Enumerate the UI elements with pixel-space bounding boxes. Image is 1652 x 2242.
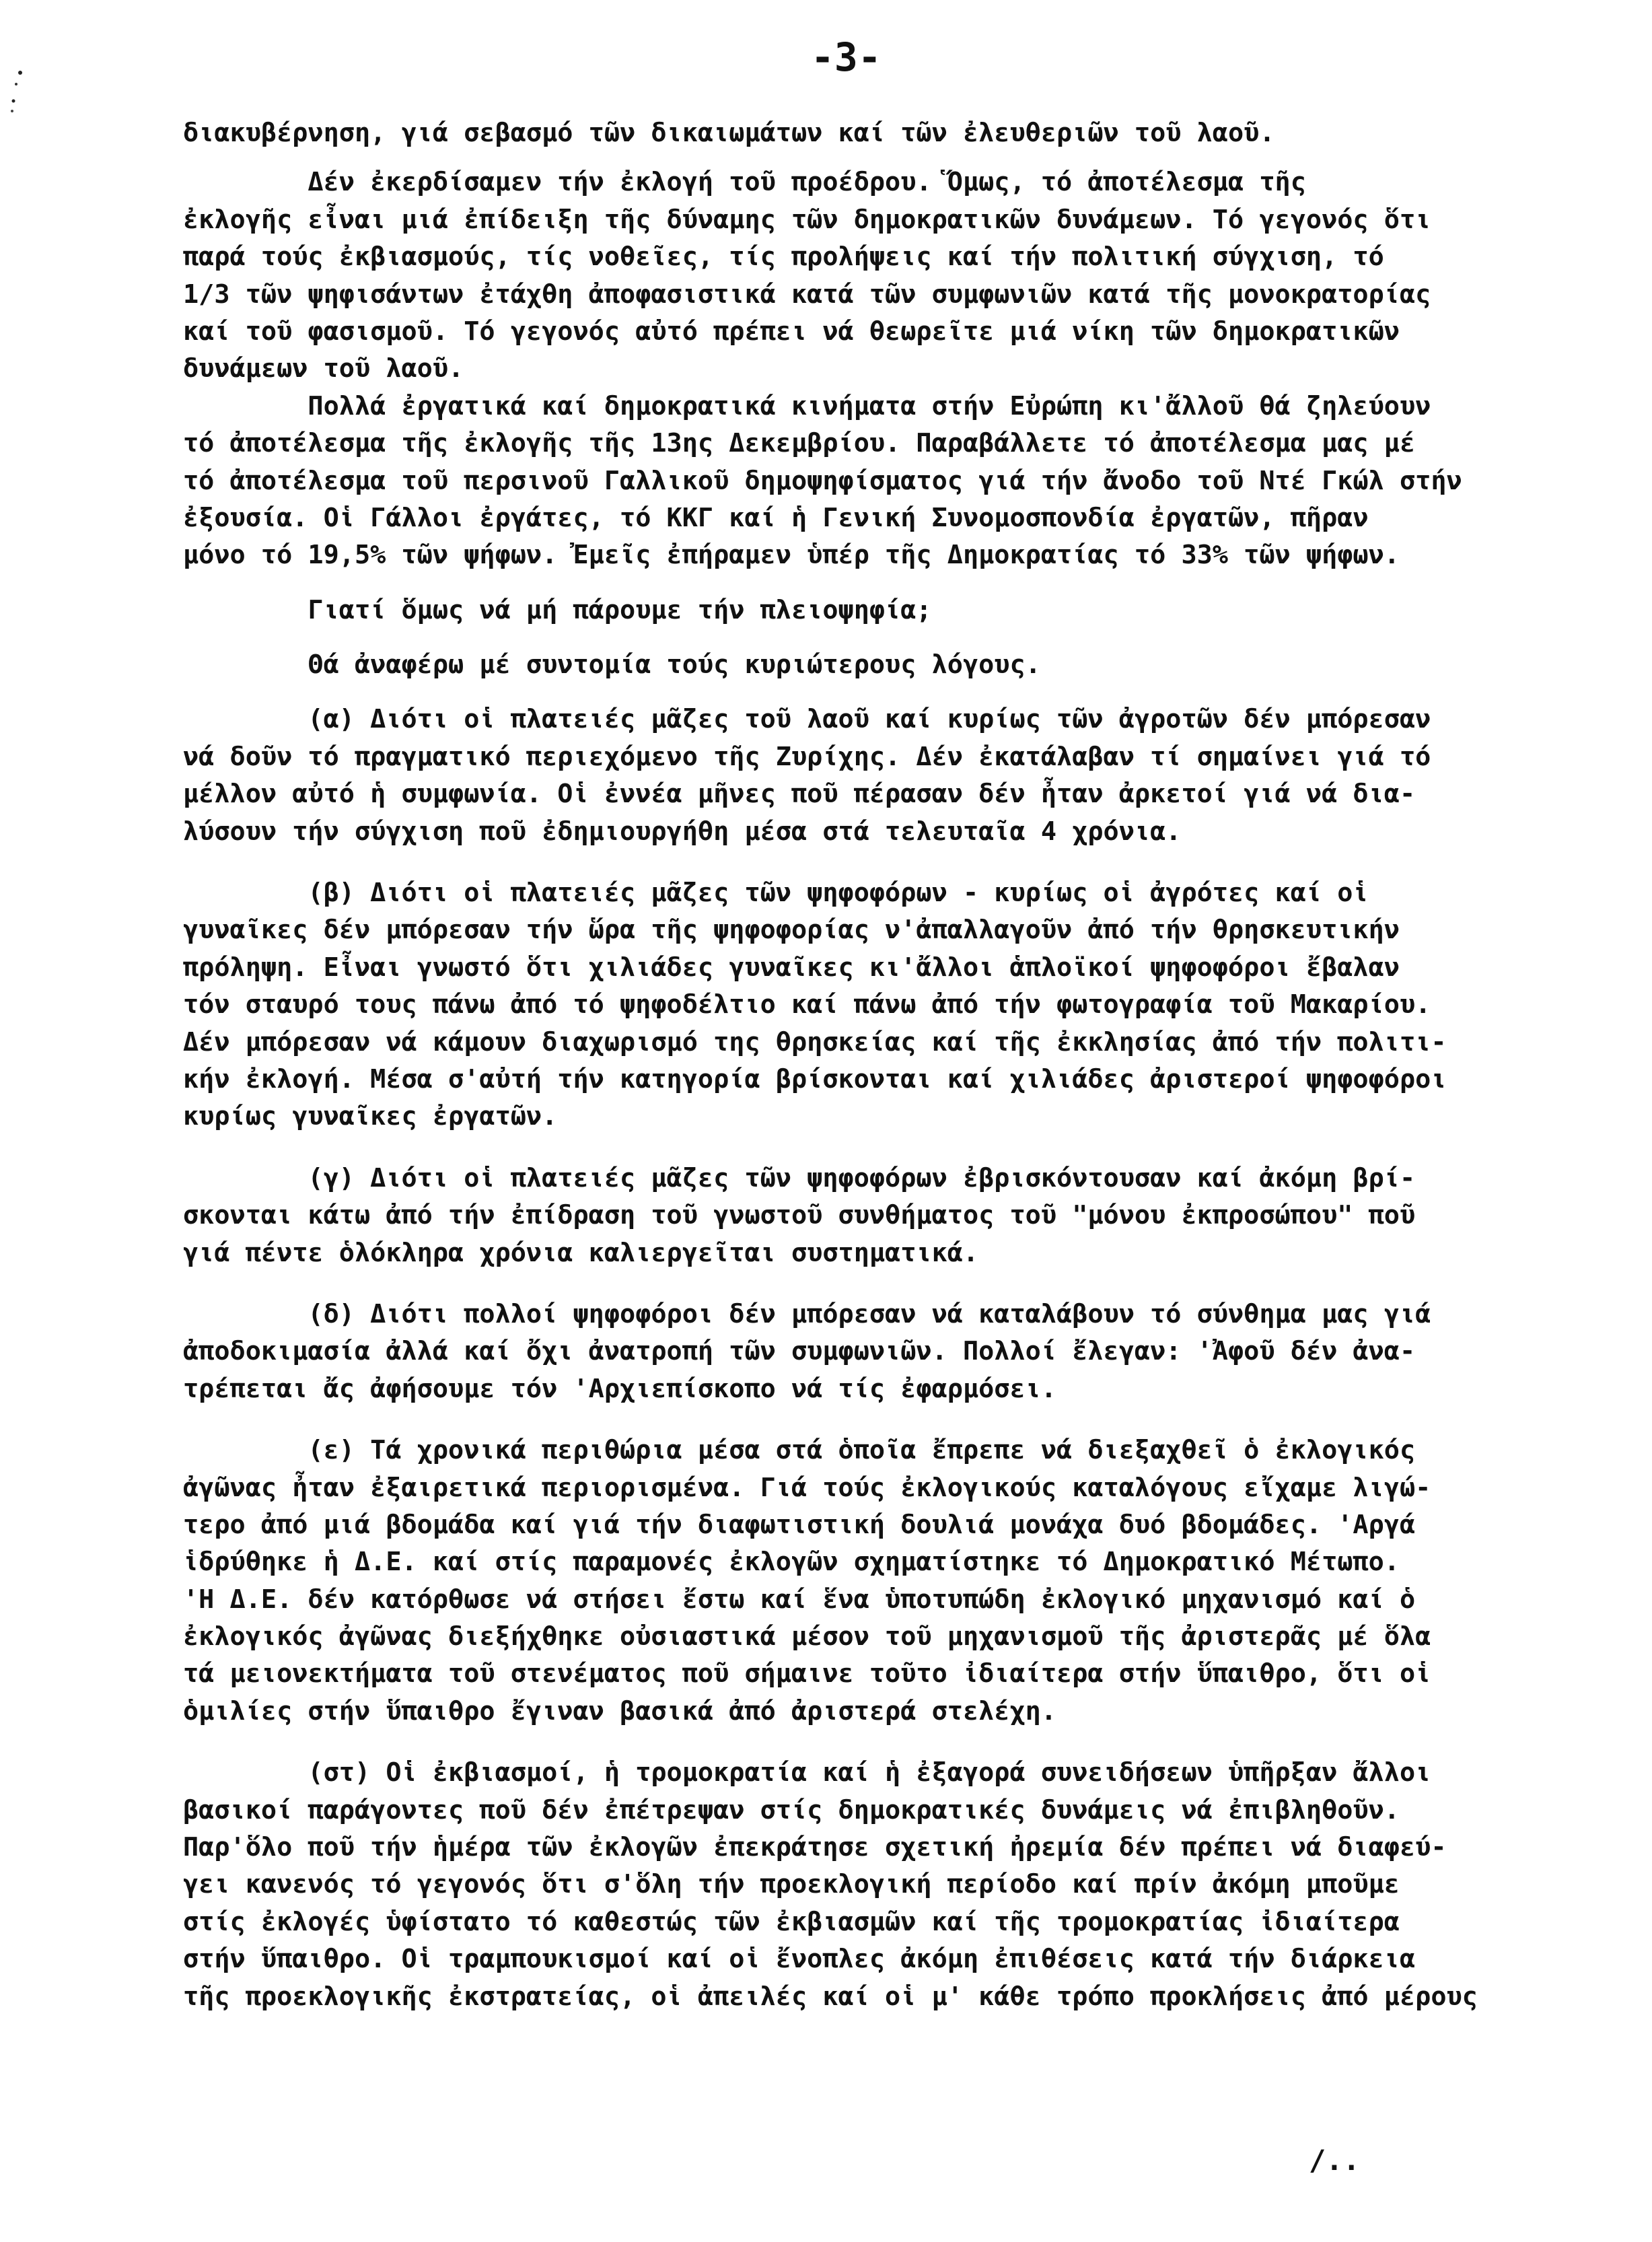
text-line: στήν ὕπαιθρο. Οἱ τραμπουκισμοί καί οἱ ἔνοπλες ἀκόμη ἐπιθέσεις κατά τήν διάρκεια [183, 1944, 1416, 1975]
text-line: τερο ἀπό μιά βδομάδα καί γιά τήν διαφωτιστική δουλιά μονάχα δυό βδομάδες. 'Αργά [183, 1509, 1416, 1540]
text-line: δυνάμεων τοῦ λαοῦ. [183, 353, 464, 384]
text-line: βασικοί παράγοντες ποῦ δέν ἐπέτρεψαν στίς δημοκρατικές δυνάμεις νά ἐπιβληθοῦν. [183, 1794, 1400, 1825]
text-line: πρόληψη. Εἶναι γνωστό ὅτι χιλιάδες γυναῖκες κι'ἄλλοι ἁπλοϊκοί ψηφοφόροι ἔβαλαν [183, 952, 1400, 983]
text-line: κυρίως γυναῖκες ἐργατῶν. [183, 1101, 558, 1132]
text-line: ἀποδοκιμασία ἀλλά καί ὄχι ἀνατροπή τῶν συμφωνιῶν. Πολλοί ἔλεγαν: 'Ἀφοῦ δέν ἀνα- [183, 1336, 1416, 1367]
text-line: Δέν μπόρεσαν νά κάμουν διαχωρισμό της θρησκείας καί τῆς ἐκκλησίας ἀπό τήν πολιτι- [183, 1026, 1447, 1057]
text-line: γιά πέντε ὁλόκληρα χρόνια καλιεργεῖται συστηματικά. [183, 1237, 979, 1268]
text-line: ὁμιλίες στήν ὕπαιθρο ἔγιναν βασικά ἀπό ἀριστερά στελέχη. [183, 1695, 1057, 1726]
text-line: (α) Διότι οἱ πλατειές μᾶζες τοῦ λαοῦ καί κυρίως τῶν ἀγροτῶν δέν μπόρεσαν [183, 704, 1431, 735]
text-line: ἀγῶνας ἦταν ἐξαιρετικά περιορισμένα. Γιά τούς ἐκλογικούς καταλόγους εἴχαμε λιγώ- [183, 1472, 1431, 1503]
margin-specks [0, 0, 40, 135]
text-line: νά δοῦν τό πραγματικό περιεχόμενο τῆς Ζυρίχης. Δέν ἐκατάλαβαν τί σημαίνει γιά τό [183, 741, 1431, 772]
text-line: κήν ἐκλογή. Μέσα σ'αὐτή τήν κατηγορία βρίσκονται καί χιλιάδες ἀριστεροί ψηφοφόροι [183, 1063, 1447, 1094]
text-line: καί τοῦ φασισμοῦ. Τό γεγονός αὐτό πρέπει νά θεωρεῖτε μιά νίκη τῶν δημοκρατικῶν [183, 316, 1400, 347]
text-line: Γιατί ὅμως νά μή πάρουμε τήν πλειοψηφία; [183, 594, 932, 625]
text-line: Πολλά ἐργατικά καί δημοκρατικά κινήματα στήν Εὐρώπη κι'ἄλλοῦ θά ζηλεύουν [183, 390, 1431, 421]
text-line: Παρ'ὅλο ποῦ τήν ἡμέρα τῶν ἐκλογῶν ἐπεκράτησε σχετική ἠρεμία δέν πρέπει νά διαφεύ- [183, 1832, 1447, 1863]
text-line: (δ) Διότι πολλοί ψηφοφόροι δέν μπόρεσαν νά καταλάβουν τό σύνθημα μας γιά [183, 1298, 1431, 1329]
text-line: τῆς προεκλογικῆς ἐκστρατείας, οἱ ἀπειλές καί οἱ μ' κάθε τρόπο προκλήσεις ἀπό μέρους [183, 1981, 1478, 2012]
text-line: (στ) Οἱ ἐκβιασμοί, ἡ τρομοκρατία καί ἡ ἐξαγορά συνειδήσεων ὑπῆρξαν ἄλλοι [183, 1757, 1431, 1788]
text-line: ἐξουσία. Οἱ Γάλλοι ἐργάτες, τό ΚΚΓ καί ἡ Γενική Συνομοσπονδία ἐργατῶν, πῆραν [183, 502, 1369, 533]
text-line: 'Η Δ.Ε. δέν κατόρθωσε νά στήσει ἔστω καί ἕνα ὑποτυπώδη ἐκλογικό μηχανισμό καί ὁ [183, 1584, 1416, 1615]
text-line: τόν σταυρό τους πάνω ἀπό τό ψηφοδέλτιο καί πάνω ἀπό τήν φωτογραφία τοῦ Μακαρίου. [183, 989, 1431, 1020]
text-line: Δέν ἐκερδίσαμεν τήν ἐκλογή τοῦ προέδρου. Ὅμως, τό ἀποτέλεσμα τῆς [183, 167, 1306, 198]
text-line: τό ἀποτέλεσμα τῆς ἐκλογῆς τῆς 13ης Δεκεμβρίου. Παραβάλλετε τό ἀποτέλεσμα μας μέ [183, 428, 1416, 459]
text-line: σκονται κάτω ἀπό τήν ἐπίδραση τοῦ γνωστοῦ συνθήματος τοῦ "μόνου ἐκπροσώπου" ποῦ [183, 1200, 1416, 1231]
text-line: παρά τούς ἐκβιασμούς, τίς νοθεῖες, τίς προλήψεις καί τήν πολιτική σύγχιση, τό [183, 242, 1384, 273]
text-line: (γ) Διότι οἱ πλατειές μᾶζες τῶν ψηφοφόρων ἐβρισκόντουσαν καί ἀκόμη βρί- [183, 1162, 1416, 1193]
text-line: 1/3 τῶν ψηφισάντων ἐτάχθη ἀποφασιστικά κατά τῶν συμφωνιῶν κατά τῆς μονοκρατορίας [183, 279, 1431, 310]
text-line: τρέπεται ἄς ἀφήσουμε τόν 'Αρχιεπίσκοπο νά τίς ἐφαρμόσει. [183, 1373, 1057, 1404]
text-line: τά μειονεκτήματα τοῦ στενέματος ποῦ σήμαινε τοῦτο ἰδιαίτερα στήν ὕπαιθρο, ὅτι οἱ [183, 1658, 1431, 1689]
continuation-mark: /.. [1309, 2144, 1360, 2177]
text-line: γυναῖκες δέν μπόρεσαν τήν ὥρα τῆς ψηφοφορίας ν'ἀπαλλαγοῦν ἀπό τήν θρησκευτικήν [183, 915, 1400, 946]
text-line: ἐκλογικός ἀγῶνας διεξήχθηκε οὐσιαστικά μέσον τοῦ μηχανισμοῦ τῆς ἀριστερᾶς μέ ὅλα [183, 1621, 1431, 1652]
text-line: τό ἀποτέλεσμα τοῦ περσινοῦ Γαλλικοῦ δημοψηφίσματος γιά τήν ἄνοδο τοῦ Ντέ Γκώλ στήν [183, 465, 1462, 496]
text-line: ἐκλογῆς εἶναι μιά ἐπίδειξη τῆς δύναμης τῶν δημοκρατικῶν δυνάμεων. Τό γεγονός ὅτι [183, 204, 1431, 235]
text-line: στίς ἐκλογές ὑφίστατο τό καθεστώς τῶν ἐκβιασμῶν καί τῆς τρομοκρατίας ἰδιαίτερα [183, 1906, 1400, 1937]
text-line: Θά ἀναφέρω μέ συντομία τούς κυριώτερους λόγους. [183, 650, 1041, 680]
document-body [183, 114, 1650, 2015]
text-line: (ε) Τά χρονικά περιθώρια μέσα στά ὁποῖα ἔπρεπε νά διεξαχθεῖ ὁ ἐκλογικός [183, 1435, 1416, 1466]
text-line: ἱδρύθηκε ἡ Δ.Ε. καί στίς παραμονές ἐκλογῶν σχηματίστηκε τό Δημοκρατικό Μέτωπο. [183, 1547, 1400, 1578]
text-line: γει κανενός τό γεγονός ὅτι σ'ὅλη τήν προεκλογική περίοδο καί πρίν ἀκόμη μποῦμε [183, 1869, 1400, 1900]
text-line: μόνο τό 19,5% τῶν ψήφων. Ἐμεῖς ἐπήραμεν ὑπέρ τῆς Δημοκρατίας τό 33% τῶν ψήφων. [183, 540, 1400, 571]
page-number: -3- [811, 34, 882, 80]
text-line: (β) Διότι οἱ πλατειές μᾶζες τῶν ψηφοφόρων - κυρίως οἱ ἀγρότες καί οἱ [183, 878, 1369, 909]
text-line: λύσουν τήν σύγχιση ποῦ ἐδημιουργήθη μέσα στά τελευταῖα 4 χρόνια. [183, 816, 1182, 847]
text-line: διακυβέρνηση, γιά σεβασμό τῶν δικαιωμάτων καί τῶν ἐλευθεριῶν τοῦ λαοῦ. [183, 118, 1275, 148]
text-line: μέλλον αὐτό ἡ συμφωνία. Οἱ ἐννέα μῆνες ποῦ πέρασαν δέν ἦταν ἀρκετοί γιά νά δια- [183, 779, 1416, 810]
